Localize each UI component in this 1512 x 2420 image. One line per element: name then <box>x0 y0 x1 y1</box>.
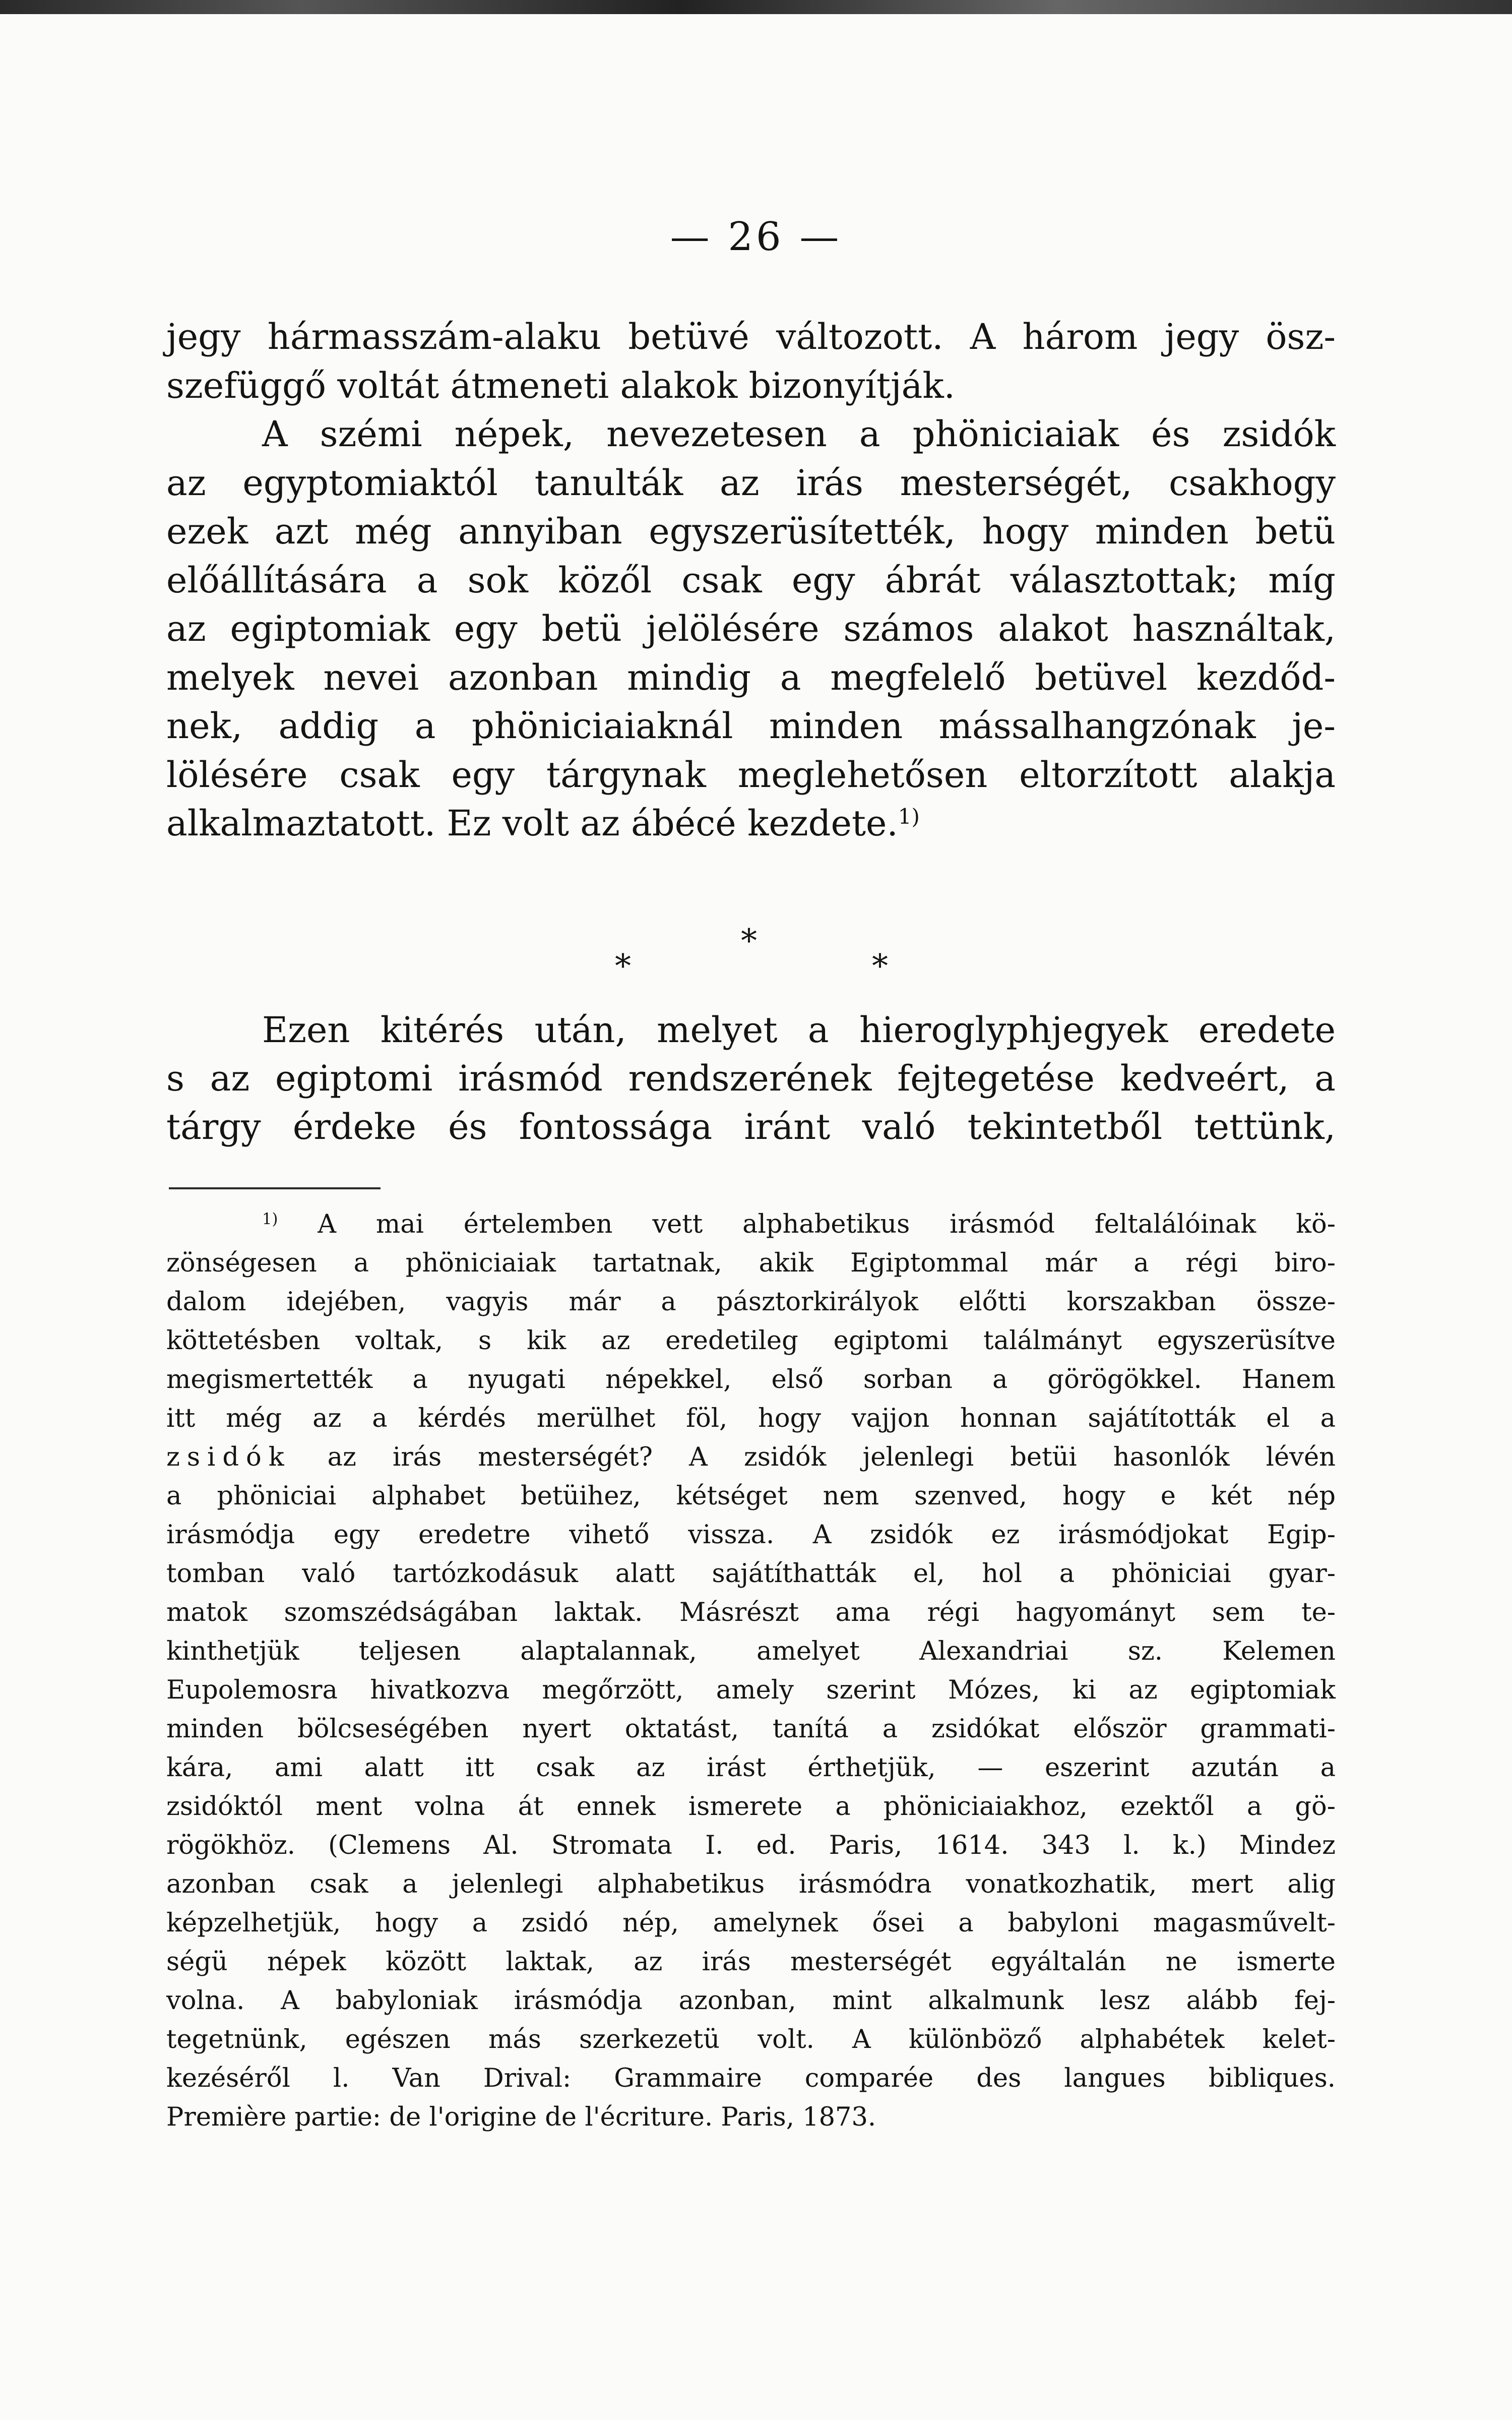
text-line: A szémi népek, nevezetesen a phöniciaiak és zsidók <box>262 413 1336 455</box>
footnote-text: A mai értelemben vett alphabetikus irásmód feltalálóinak kö- <box>318 1209 1336 1239</box>
body-text-upper <box>166 313 1336 848</box>
footnote-line: dalom idejében, vagyis már a pásztorkirályok előtti korszakban össze- <box>166 1287 1336 1317</box>
footnote-line: köttetésben voltak, s kik az eredetileg egiptomi találmányt egyszerüsítve <box>166 1326 1336 1356</box>
text-line: szefüggő voltát átmeneti alakok bizonyítják. <box>166 365 956 406</box>
footnote-line: megismertették a nyugati népekkel, első sorban a görögökkel. Hanem <box>166 1365 1336 1395</box>
asterisk-icon: * <box>615 948 631 985</box>
text-line: s az egiptomi irásmód rendszerének fejtegetése kedveért, a <box>166 1058 1336 1099</box>
text-line <box>166 799 1336 848</box>
section-separator-asterisks <box>600 923 902 993</box>
footnote-line: kára, ami alatt itt csak az irást érthetjük, — eszerint azután a <box>166 1753 1336 1783</box>
body-text-lower <box>166 1006 1336 1151</box>
text-line: az egyptomiaktól tanulták az irás mesterségét, csakhogy <box>166 462 1336 504</box>
text-line: előállítására a sok közől csak egy ábrát választottak; míg <box>166 559 1336 601</box>
asterisk-icon: * <box>872 948 888 985</box>
text-line: ezek azt még annyiban egyszerüsítették, hogy minden betü <box>166 511 1336 552</box>
text-line: az egiptomiak egy betü jelölésére számos alakot használtak, <box>166 608 1336 649</box>
footnote-line: zsidóktól ment volna át ennek ismerete a phöniciaiakhoz, ezektől a gö- <box>166 1792 1336 1822</box>
footnote-rule <box>169 1187 381 1189</box>
footnote-line: matok szomszédságában laktak. Másrészt ama régi hagyományt sem te- <box>166 1598 1336 1627</box>
footnote-line: azonban csak a jelenlegi alphabetikus irásmódra vonatkozhatik, mert alig <box>166 1869 1336 1899</box>
text-line: lölésére csak egy tárgynak meglehetősen eltorzított alakja <box>166 754 1336 796</box>
footnote <box>166 1205 1336 2137</box>
footnote-line: zönségesen a phöniciaiak tartatnak, akik Egiptommal már a régi biro- <box>166 1248 1336 1278</box>
footnote-reference: 1) <box>898 804 920 829</box>
footnote-line: itt még az a kérdés merülhet föl, hogy vajjon honnan sajátították el a <box>166 1404 1336 1433</box>
scan-edge-artifact <box>0 0 1512 14</box>
text-line: tárgy érdeke és fontossága iránt való tekintetből tettünk, <box>166 1106 1336 1147</box>
footnote-line: képzelhetjük, hogy a zsidó nép, amelynek ősei a babyloni magasművelt- <box>166 1908 1336 1938</box>
footnote-line: rögökhöz. (Clemens Al. Stromata I. ed. Paris, 1614. 343 l. k.) Mindez <box>166 1831 1336 1860</box>
footnote-line: Première partie: de l'origine de l'écriture. Paris, 1873. <box>166 2102 876 2132</box>
footnote-line: tegetnünk, egészen más szerkezetü volt. A különböző alphabétek kelet- <box>166 2025 1336 2054</box>
asterisk-icon: * <box>741 923 757 960</box>
footnote-line: kinthetjük teljesen alaptalannak, amelyet Alexandriai sz. Kelemen <box>166 1637 1336 1666</box>
footnote-line: irásmódja egy eredetre vihető vissza. A zsidók ez irásmódjokat Egip- <box>166 1520 1336 1550</box>
text-line-content: alkalmaztatott. Ez volt az ábécé kezdete. <box>166 803 898 844</box>
footnote-line <box>166 1438 1336 1477</box>
page-number: — 26 — <box>670 214 842 260</box>
footnote-line: volna. A babyloniak irásmódja azonban, mint alkalmunk lesz alább fej- <box>166 1986 1336 2016</box>
text-line: jegy hármasszám-alaku betüvé változott. A három jegy ösz- <box>166 316 1336 357</box>
text-line: nek, addig a phöniciaiaknál minden mássalhangzónak je- <box>166 705 1336 747</box>
footnote-line <box>166 1205 1336 1244</box>
footnote-line: ségü népek között laktak, az irás mesterségét egyáltalán ne ismerte <box>166 1947 1336 1977</box>
footnote-line: Eupolemosra hivatkozva megőrzött, amely szerint Mózes, ki az egiptomiak <box>166 1675 1336 1705</box>
footnote-line: a phöniciai alphabet betüihez, kétséget nem szenved, hogy e két nép <box>166 1481 1336 1511</box>
text-line: melyek nevei azonban mindig a megfelelő betüvel kezdőd- <box>166 656 1336 698</box>
footnote-line: tomban való tartózkodásuk alatt sajátíthatták el, hol a phöniciai gyar- <box>166 1559 1336 1589</box>
footnote-line: kezéséről l. Van Drival: Grammaire comparée des langues bibliques. <box>166 2064 1336 2093</box>
footnote-text: az irás mesterségét? A zsidók jelenlegi betüi hasonlók lévén <box>327 1442 1336 1472</box>
spaced-emphasis: zsidók <box>166 1442 291 1472</box>
footnote-line: minden bölcseségében nyert oktatást, tanítá a zsidókat először grammati- <box>166 1714 1336 1744</box>
text-line: Ezen kitérés után, melyet a hieroglyphjegyek eredete <box>262 1009 1336 1051</box>
footnote-marker: 1) <box>262 1211 278 1229</box>
